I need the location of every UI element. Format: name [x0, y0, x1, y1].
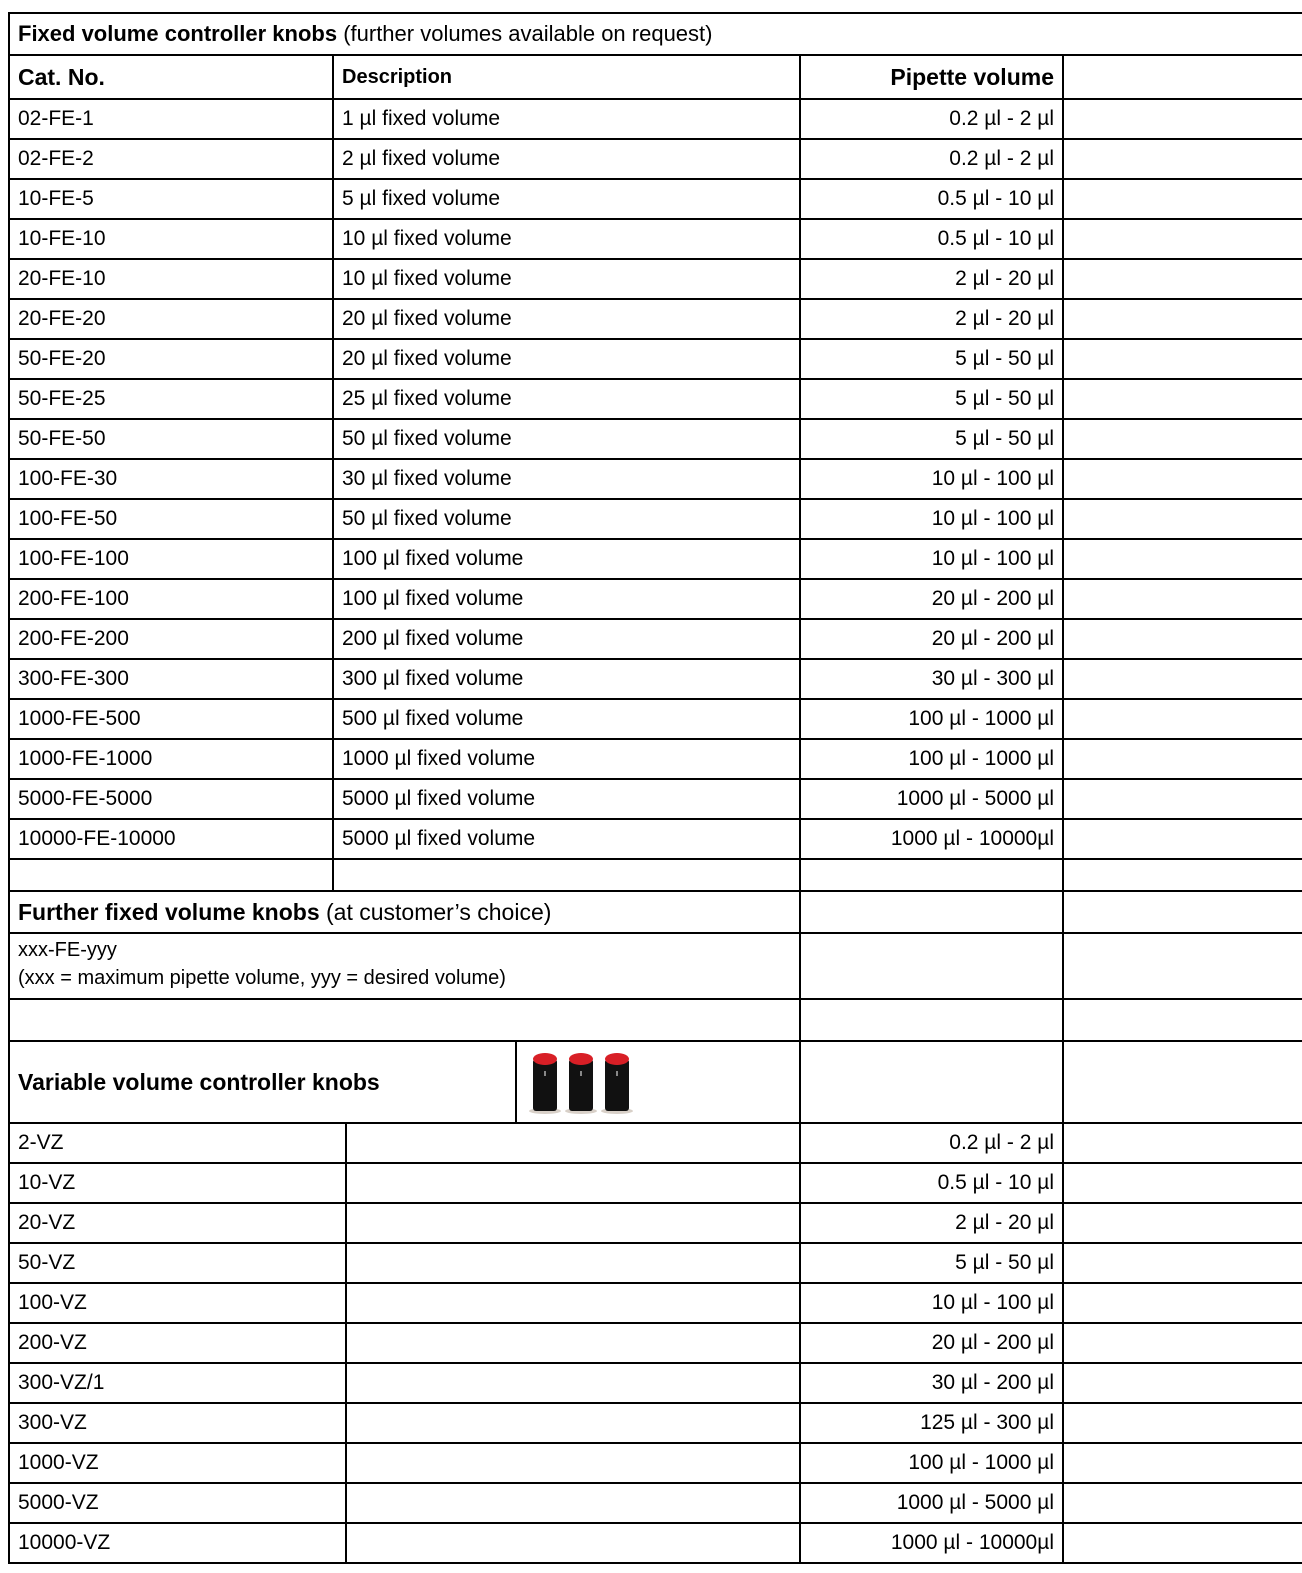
description-cell: 20 µl fixed volume	[333, 339, 800, 379]
pipette-volume-cell: 100 µl - 1000 µl	[800, 739, 1063, 779]
catalog-table-wrapper	[8, 12, 1302, 1564]
empty-cell	[1063, 1243, 1302, 1283]
empty-cell	[1063, 819, 1302, 859]
table-row	[9, 139, 1302, 179]
pipette-volume-cell: 1000 µl - 10000µl	[800, 1523, 1063, 1563]
empty-cell	[1063, 179, 1302, 219]
empty-cell	[1063, 1163, 1302, 1203]
empty-cell	[1063, 219, 1302, 259]
table-row	[9, 1403, 1302, 1443]
cat-no-cell: 2-VZ	[9, 1123, 346, 1163]
further-code-row	[9, 933, 1302, 999]
pipette-volume-cell: 2 µl - 20 µl	[800, 299, 1063, 339]
empty-cell	[1063, 1041, 1302, 1123]
empty-cell	[800, 891, 1063, 933]
table-row	[9, 1443, 1302, 1483]
catalog-table-body	[9, 13, 1302, 1563]
cat-no-cell: 1000-FE-500	[9, 699, 333, 739]
cat-no-cell: 50-VZ	[9, 1243, 346, 1283]
further-section-title-row	[9, 891, 1302, 933]
table-row	[9, 539, 1302, 579]
fixed-section-title-bold: Fixed volume controller knobs	[18, 21, 338, 46]
cat-no-cell: 100-VZ	[9, 1283, 346, 1323]
cat-no-cell: 10000-VZ	[9, 1523, 346, 1563]
table-row	[9, 779, 1302, 819]
table-row	[9, 819, 1302, 859]
description-cell: 5000 µl fixed volume	[333, 819, 800, 859]
empty-cell	[1063, 1203, 1302, 1243]
further-code-note: (xxx = maximum pipette volume, yyy = desired volume)	[18, 967, 506, 989]
header-cat-no: Cat. No.	[9, 55, 333, 99]
table-row	[9, 1523, 1302, 1563]
empty-cell	[346, 1163, 800, 1203]
description-cell: 2 µl fixed volume	[333, 139, 800, 179]
fixed-section-title-note: (further volumes available on request)	[337, 21, 713, 46]
pipette-volume-cell: 1000 µl - 5000 µl	[800, 779, 1063, 819]
blank-row	[9, 999, 1302, 1041]
description-cell: 50 µl fixed volume	[333, 419, 800, 459]
pipette-volume-cell: 0.2 µl - 2 µl	[800, 99, 1063, 139]
empty-cell	[333, 859, 800, 891]
empty-cell	[800, 999, 1063, 1041]
cat-no-cell: 100-FE-30	[9, 459, 333, 499]
further-section-title-note: (at customer’s choice)	[319, 899, 552, 925]
empty-cell	[1063, 619, 1302, 659]
empty-cell	[346, 1283, 800, 1323]
cat-no-cell: 200-VZ	[9, 1323, 346, 1363]
empty-cell	[346, 1443, 800, 1483]
knob-icon	[565, 1053, 597, 1114]
empty-cell	[1063, 259, 1302, 299]
empty-cell	[1063, 1483, 1302, 1523]
cat-no-cell: 300-VZ/1	[9, 1363, 346, 1403]
table-row	[9, 1123, 1302, 1163]
knob-icon	[529, 1053, 561, 1114]
empty-cell	[346, 1363, 800, 1403]
header-description: Description	[333, 55, 800, 99]
pipette-volume-cell: 10 µl - 100 µl	[800, 1283, 1063, 1323]
empty-cell	[1063, 1283, 1302, 1323]
table-row	[9, 259, 1302, 299]
table-row	[9, 619, 1302, 659]
header-empty-cell	[1063, 55, 1302, 99]
empty-cell	[1063, 339, 1302, 379]
table-row	[9, 379, 1302, 419]
empty-cell	[1063, 891, 1302, 933]
empty-cell	[346, 1123, 800, 1163]
empty-cell	[346, 1243, 800, 1283]
empty-cell	[1063, 1323, 1302, 1363]
blank-row	[9, 859, 1302, 891]
pipette-volume-cell: 5 µl - 50 µl	[800, 379, 1063, 419]
description-cell: 200 µl fixed volume	[333, 619, 800, 659]
empty-cell	[1063, 539, 1302, 579]
description-cell: 500 µl fixed volume	[333, 699, 800, 739]
empty-cell	[346, 1323, 800, 1363]
pipette-volume-cell: 20 µl - 200 µl	[800, 579, 1063, 619]
cat-no-cell: 50-FE-20	[9, 339, 333, 379]
empty-cell	[1063, 699, 1302, 739]
pipette-knobs-image	[529, 1047, 649, 1117]
description-cell: 5000 µl fixed volume	[333, 779, 800, 819]
pipette-volume-cell: 125 µl - 300 µl	[800, 1403, 1063, 1443]
empty-cell	[1063, 659, 1302, 699]
table-row	[9, 1363, 1302, 1403]
empty-cell	[346, 1203, 800, 1243]
description-cell: 20 µl fixed volume	[333, 299, 800, 339]
description-cell: 10 µl fixed volume	[333, 259, 800, 299]
table-row	[9, 579, 1302, 619]
empty-cell	[1063, 1363, 1302, 1403]
empty-cell	[800, 859, 1063, 891]
table-row	[9, 1323, 1302, 1363]
pipette-volume-cell: 1000 µl - 10000µl	[800, 819, 1063, 859]
further-section-title-bold: Further fixed volume knobs	[18, 899, 320, 925]
pipette-volume-cell: 30 µl - 200 µl	[800, 1363, 1063, 1403]
table-row	[9, 339, 1302, 379]
cat-no-cell: 200-FE-200	[9, 619, 333, 659]
empty-cell	[1063, 859, 1302, 891]
cat-no-cell: 02-FE-1	[9, 99, 333, 139]
further-section-title	[9, 891, 800, 933]
description-cell: 50 µl fixed volume	[333, 499, 800, 539]
further-code: xxx-FE-yyy	[18, 939, 117, 961]
empty-cell	[1063, 1443, 1302, 1483]
pipette-volume-cell: 0.2 µl - 2 µl	[800, 139, 1063, 179]
empty-cell	[346, 1403, 800, 1443]
pipette-volume-cell: 10 µl - 100 µl	[800, 499, 1063, 539]
description-cell: 10 µl fixed volume	[333, 219, 800, 259]
further-code-cell	[9, 933, 800, 999]
cat-no-cell: 100-FE-100	[9, 539, 333, 579]
fixed-section-title	[9, 13, 1302, 55]
cat-no-cell: 300-VZ	[9, 1403, 346, 1443]
table-row	[9, 219, 1302, 259]
cat-no-cell: 20-VZ	[9, 1203, 346, 1243]
table-row	[9, 659, 1302, 699]
pipette-volume-cell: 5 µl - 50 µl	[800, 339, 1063, 379]
pipette-volume-cell: 1000 µl - 5000 µl	[800, 1483, 1063, 1523]
empty-cell	[1063, 459, 1302, 499]
empty-cell	[1063, 999, 1302, 1041]
cat-no-cell: 50-FE-50	[9, 419, 333, 459]
table-row	[9, 1163, 1302, 1203]
fixed-section-title-row	[9, 13, 1302, 55]
empty-cell	[346, 1523, 800, 1563]
empty-cell	[1063, 99, 1302, 139]
knob-icon	[601, 1053, 633, 1114]
pipette-volume-cell: 20 µl - 200 µl	[800, 619, 1063, 659]
pipette-volume-cell: 0.5 µl - 10 µl	[800, 1163, 1063, 1203]
cat-no-cell: 1000-VZ	[9, 1443, 346, 1483]
description-cell: 1000 µl fixed volume	[333, 739, 800, 779]
pipette-volume-cell: 2 µl - 20 µl	[800, 259, 1063, 299]
table-row	[9, 179, 1302, 219]
cat-no-cell: 10-FE-5	[9, 179, 333, 219]
fixed-header-row	[9, 55, 1302, 99]
pipette-volume-cell: 0.5 µl - 10 µl	[800, 179, 1063, 219]
cat-no-cell: 1000-FE-1000	[9, 739, 333, 779]
table-row	[9, 1283, 1302, 1323]
cat-no-cell: 5000-FE-5000	[9, 779, 333, 819]
empty-cell	[1063, 379, 1302, 419]
table-row	[9, 99, 1302, 139]
cat-no-cell: 5000-VZ	[9, 1483, 346, 1523]
pipette-volume-cell: 2 µl - 20 µl	[800, 1203, 1063, 1243]
pipette-volume-cell: 20 µl - 200 µl	[800, 1323, 1063, 1363]
table-row	[9, 419, 1302, 459]
empty-cell	[1063, 779, 1302, 819]
variable-section-title-row	[9, 1041, 1302, 1123]
empty-cell	[1063, 499, 1302, 539]
table-row	[9, 1203, 1302, 1243]
cat-no-cell: 10-FE-10	[9, 219, 333, 259]
pipette-volume-cell: 0.5 µl - 10 µl	[800, 219, 1063, 259]
cat-no-cell: 10-VZ	[9, 1163, 346, 1203]
cat-no-cell: 10000-FE-10000	[9, 819, 333, 859]
description-cell: 100 µl fixed volume	[333, 539, 800, 579]
pipette-volume-cell: 5 µl - 50 µl	[800, 419, 1063, 459]
empty-cell	[1063, 579, 1302, 619]
table-row	[9, 699, 1302, 739]
pipette-volume-cell: 10 µl - 100 µl	[800, 539, 1063, 579]
table-row	[9, 299, 1302, 339]
cat-no-cell: 20-FE-10	[9, 259, 333, 299]
pipette-volume-cell: 5 µl - 50 µl	[800, 1243, 1063, 1283]
empty-cell	[1063, 1123, 1302, 1163]
pipette-volume-cell: 100 µl - 1000 µl	[800, 1443, 1063, 1483]
empty-cell	[346, 1483, 800, 1523]
description-cell: 25 µl fixed volume	[333, 379, 800, 419]
cat-no-cell: 50-FE-25	[9, 379, 333, 419]
pipette-volume-cell: 100 µl - 1000 µl	[800, 699, 1063, 739]
pipette-volume-cell: 10 µl - 100 µl	[800, 459, 1063, 499]
empty-cell	[1063, 139, 1302, 179]
empty-cell	[800, 1041, 1063, 1123]
variable-knobs-image-cell	[516, 1041, 800, 1123]
empty-cell	[1063, 933, 1302, 999]
description-cell: 100 µl fixed volume	[333, 579, 800, 619]
cat-no-cell: 02-FE-2	[9, 139, 333, 179]
knob-catalog-table	[8, 12, 1302, 1564]
variable-section-title: Variable volume controller knobs	[9, 1041, 516, 1123]
description-cell: 30 µl fixed volume	[333, 459, 800, 499]
empty-cell	[9, 999, 800, 1041]
table-row	[9, 739, 1302, 779]
table-row	[9, 1243, 1302, 1283]
cat-no-cell: 100-FE-50	[9, 499, 333, 539]
header-pipette-volume: Pipette volume	[800, 55, 1063, 99]
table-row	[9, 1483, 1302, 1523]
table-row	[9, 499, 1302, 539]
cat-no-cell: 20-FE-20	[9, 299, 333, 339]
description-cell: 5 µl fixed volume	[333, 179, 800, 219]
description-cell: 1 µl fixed volume	[333, 99, 800, 139]
cat-no-cell: 200-FE-100	[9, 579, 333, 619]
empty-cell	[1063, 1403, 1302, 1443]
pipette-volume-cell: 0.2 µl - 2 µl	[800, 1123, 1063, 1163]
empty-cell	[1063, 299, 1302, 339]
empty-cell	[1063, 1523, 1302, 1563]
cat-no-cell: 300-FE-300	[9, 659, 333, 699]
pipette-volume-cell: 30 µl - 300 µl	[800, 659, 1063, 699]
empty-cell	[1063, 739, 1302, 779]
empty-cell	[9, 859, 333, 891]
description-cell: 300 µl fixed volume	[333, 659, 800, 699]
empty-cell	[1063, 419, 1302, 459]
table-row	[9, 459, 1302, 499]
empty-cell	[800, 933, 1063, 999]
